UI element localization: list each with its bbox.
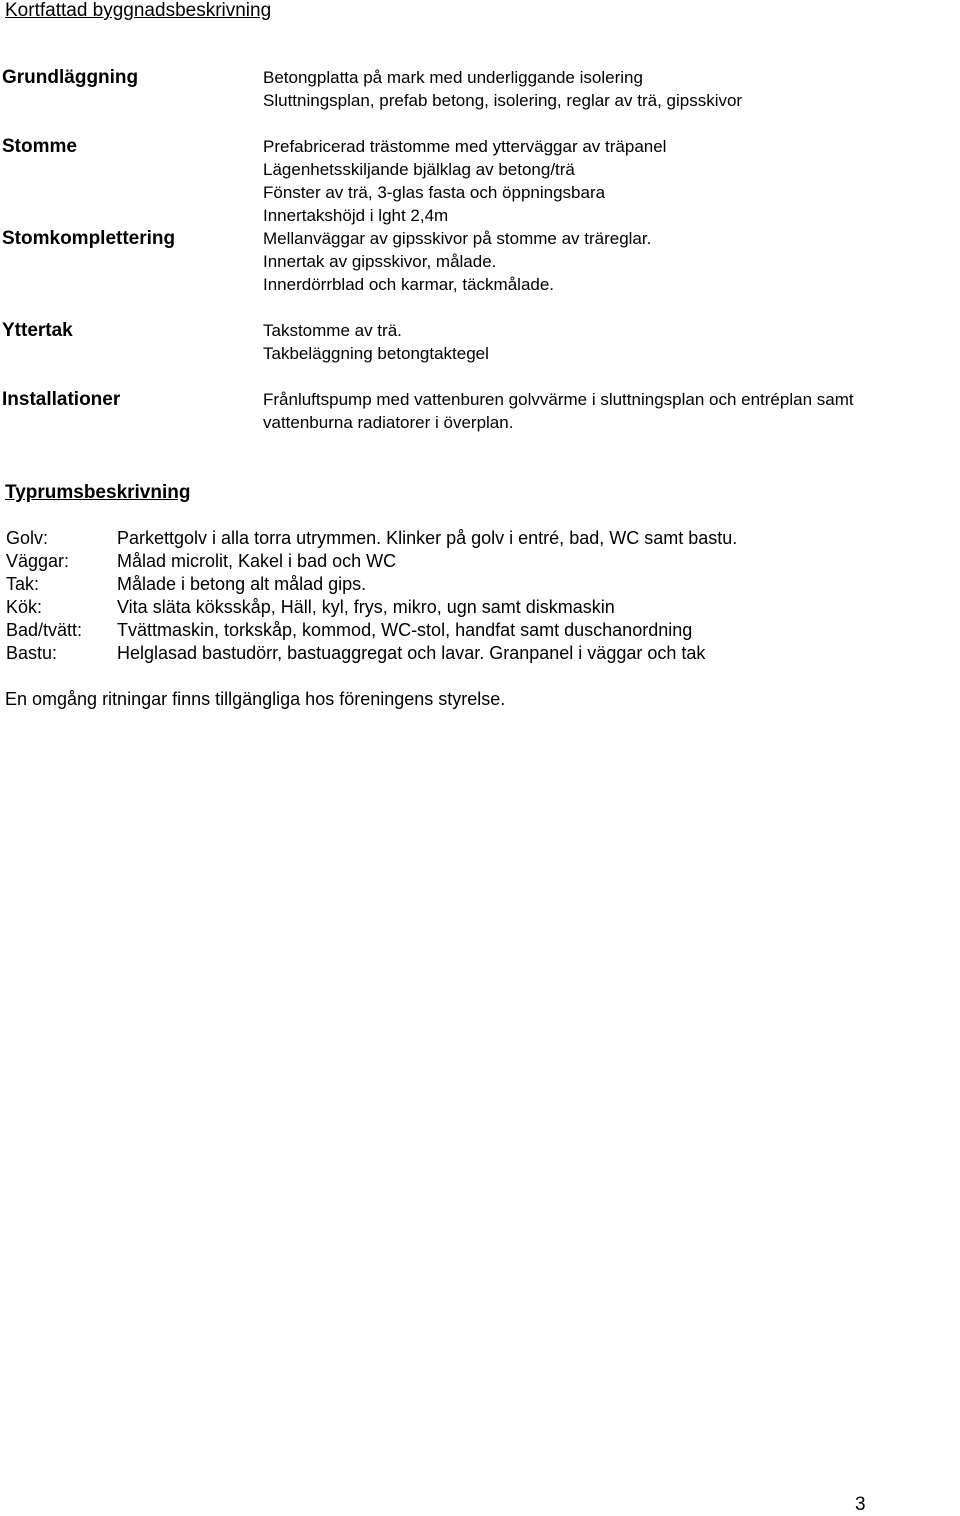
desc-line: Fönster av trä, 3-glas fasta och öppningsbara <box>263 183 606 202</box>
page-title: Kortfattad byggnadsbeskrivning <box>5 0 272 21</box>
footer-note: En omgång ritningar finns tillgängliga hos föreningens styrelse. <box>5 689 506 709</box>
desc-line: Mellanväggar av gipsskivor på stomme av träreglar. <box>263 229 652 248</box>
desc-line: Innertak av gipsskivor, målade. <box>263 252 497 271</box>
room-desc: Vita släta köksskåp, Häll, kyl, frys, mikro, ugn samt diskmaskin <box>117 597 615 617</box>
room-desc: Helglasad bastudörr, bastuaggregat och lavar. Granpanel i väggar och tak <box>117 643 706 663</box>
page-number: 3 <box>855 1494 866 1515</box>
room-desc: Parkettgolv i alla torra utrymmen. Klinker på golv i entré, bad, WC samt bastu. <box>117 528 738 548</box>
room-desc: Målade i betong alt målad gips. <box>117 574 367 594</box>
room-label: Kök: <box>6 597 43 617</box>
desc-line: Prefabricerad trästomme med ytterväggar av träpanel <box>263 137 667 156</box>
desc-line: Frånluftspump med vattenburen golvvärme i sluttningsplan och entréplan samt <box>263 390 854 409</box>
desc-line: Lägenhetsskiljande bjälklag av betong/trä <box>263 160 575 179</box>
label-stomkomplettering: Stomkomplettering <box>2 228 176 249</box>
room-label: Bastu: <box>6 643 58 663</box>
room-desc: Målad microlit, Kakel i bad och WC <box>117 551 397 571</box>
label-installationer: Installationer <box>2 389 121 410</box>
label-stomme: Stomme <box>2 136 77 157</box>
desc-line: Takbeläggning betongtaktegel <box>263 344 489 363</box>
room-label: Väggar: <box>6 551 70 571</box>
label-yttertak: Yttertak <box>2 320 73 341</box>
label-grundlaggning: Grundläggning <box>2 67 139 88</box>
room-label: Tak: <box>6 574 40 594</box>
desc-line: vattenburna radiatorer i överplan. <box>263 413 514 432</box>
desc-line: Innertakshöjd i lght 2,4m <box>263 206 449 225</box>
room-label: Bad/tvätt: <box>6 620 83 640</box>
desc-line: Takstomme av trä. <box>263 321 402 340</box>
desc-line: Sluttningsplan, prefab betong, isolering, reglar av trä, gipsskivor <box>263 91 743 110</box>
room-desc: Tvättmaskin, torkskåp, kommod, WC-stol, handfat samt duschanordning <box>117 620 693 640</box>
desc-line: Betongplatta på mark med underliggande isolering <box>263 68 643 87</box>
desc-line: Innerdörrblad och karmar, täckmålade. <box>263 275 555 294</box>
section-title: Typrumsbeskrivning <box>5 482 191 503</box>
room-label: Golv: <box>6 528 49 548</box>
